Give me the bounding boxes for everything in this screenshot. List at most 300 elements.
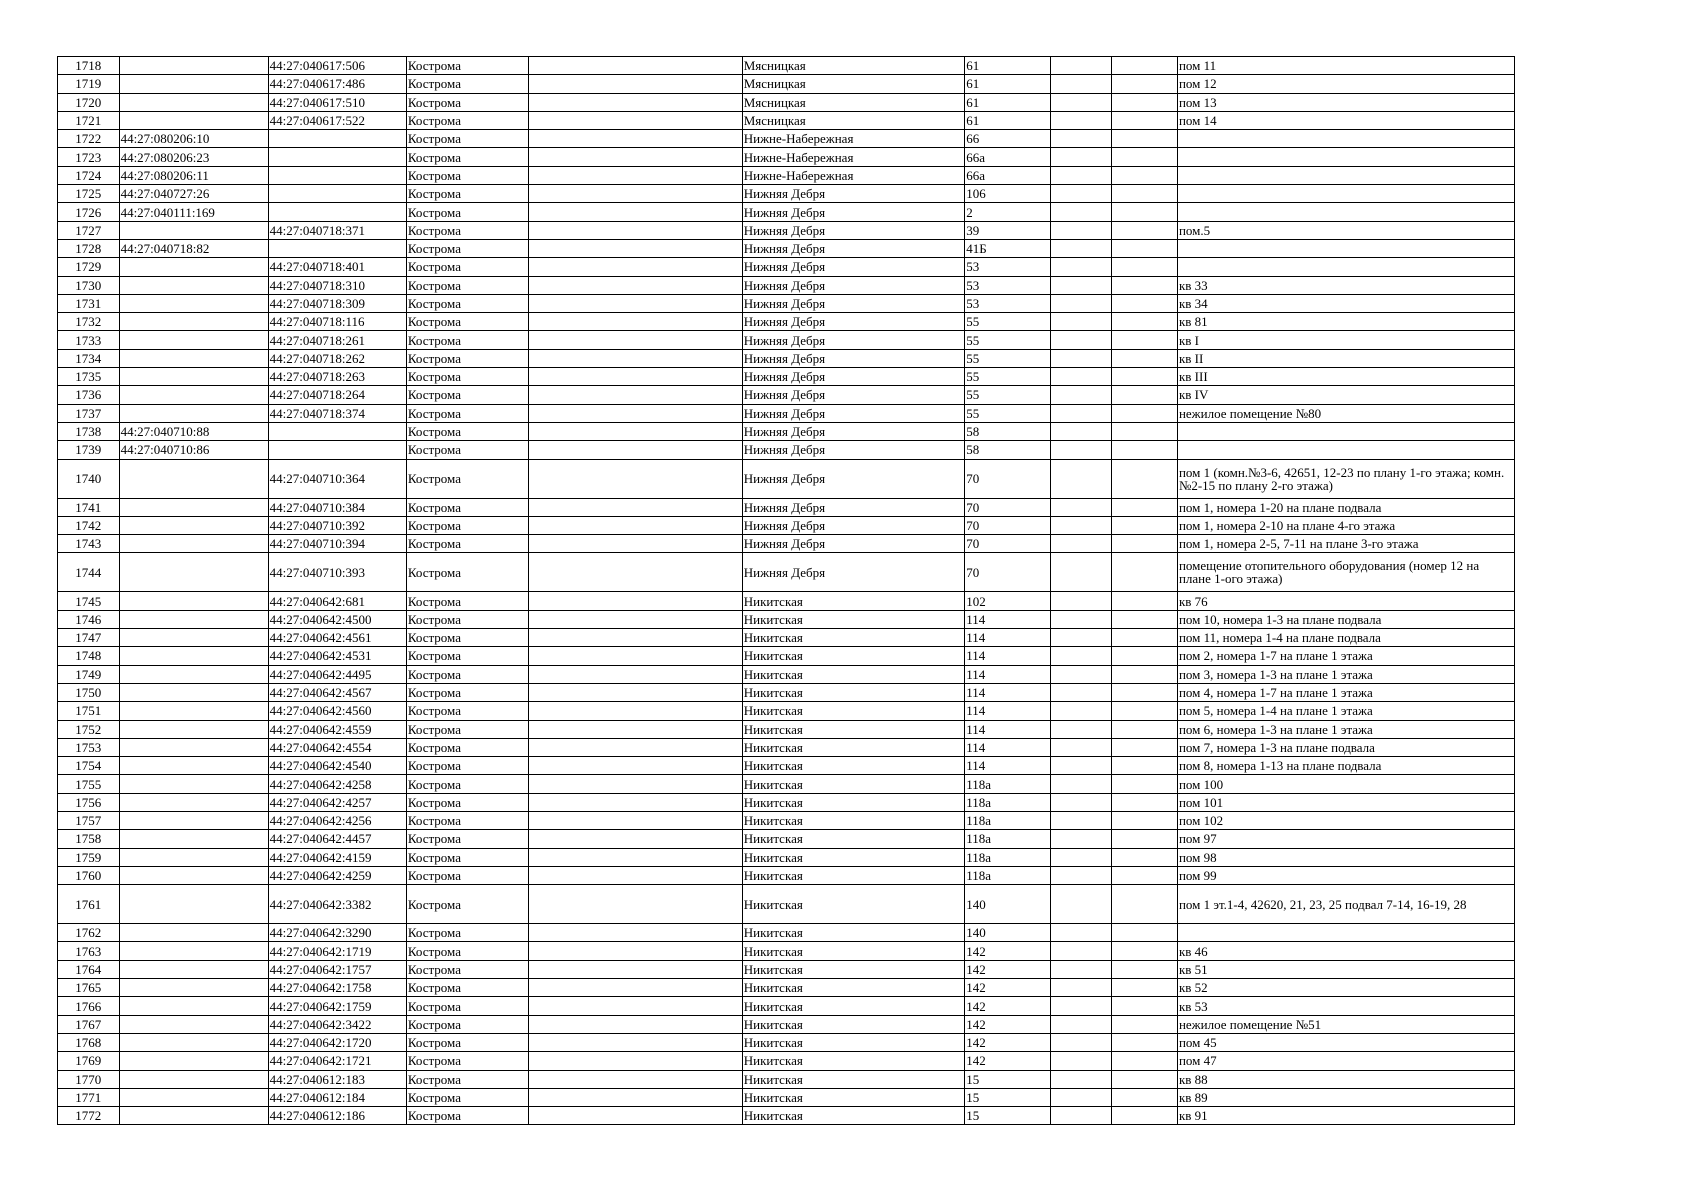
city-cell: Кострома xyxy=(406,130,528,148)
house-number-cell: 140 xyxy=(965,885,1050,924)
cadastral-number-room-cell: 44:27:040718:371 xyxy=(268,221,406,239)
cadastral-number-building-cell xyxy=(119,738,268,756)
city-cell: Кострома xyxy=(406,498,528,516)
building-cell xyxy=(1050,610,1112,628)
district-cell xyxy=(528,665,742,683)
building-cell xyxy=(1050,793,1112,811)
row-number-cell: 1762 xyxy=(58,924,120,942)
street-cell: Никитская xyxy=(742,1107,964,1125)
premises-cell: кв II xyxy=(1177,349,1514,367)
table-row xyxy=(58,294,1515,312)
street-cell: Никитская xyxy=(742,848,964,866)
district-cell xyxy=(528,349,742,367)
district-cell xyxy=(528,647,742,665)
street-cell: Никитская xyxy=(742,647,964,665)
cadastral-number-building-cell xyxy=(119,1015,268,1033)
cadastral-number-building-cell xyxy=(119,498,268,516)
table-row xyxy=(58,441,1515,459)
house-number-cell: 53 xyxy=(965,258,1050,276)
structure-cell xyxy=(1112,757,1178,775)
house-number-cell: 55 xyxy=(965,331,1050,349)
building-cell xyxy=(1050,498,1112,516)
city-cell: Кострома xyxy=(406,702,528,720)
structure-cell xyxy=(1112,111,1178,129)
cadastral-number-building-cell xyxy=(119,848,268,866)
building-cell xyxy=(1050,592,1112,610)
cadastral-number-building-cell xyxy=(119,811,268,829)
table-row xyxy=(58,960,1515,978)
city-cell: Кострома xyxy=(406,757,528,775)
table-row xyxy=(58,349,1515,367)
building-cell xyxy=(1050,683,1112,701)
building-cell xyxy=(1050,185,1112,203)
cadastral-number-room-cell: 44:27:040642:3290 xyxy=(268,924,406,942)
building-cell xyxy=(1050,422,1112,440)
city-cell: Кострома xyxy=(406,516,528,534)
row-number-cell: 1742 xyxy=(58,516,120,534)
street-cell: Нижняя Дебря xyxy=(742,239,964,257)
table-row xyxy=(58,720,1515,738)
table-row xyxy=(58,775,1515,793)
city-cell: Кострома xyxy=(406,57,528,75)
street-cell: Никитская xyxy=(742,793,964,811)
street-cell: Нижняя Дебря xyxy=(742,516,964,534)
city-cell: Кострома xyxy=(406,239,528,257)
row-number-cell: 1755 xyxy=(58,775,120,793)
house-number-cell: 53 xyxy=(965,294,1050,312)
cadastral-number-building-cell xyxy=(119,702,268,720)
premises-cell: пом 102 xyxy=(1177,811,1514,829)
cadastral-number-room-cell: 44:27:040642:4554 xyxy=(268,738,406,756)
building-cell xyxy=(1050,313,1112,331)
building-cell xyxy=(1050,942,1112,960)
cadastral-number-room-cell: 44:27:040617:522 xyxy=(268,111,406,129)
structure-cell xyxy=(1112,553,1178,592)
structure-cell xyxy=(1112,1033,1178,1051)
house-number-cell: 2 xyxy=(965,203,1050,221)
structure-cell xyxy=(1112,683,1178,701)
district-cell xyxy=(528,166,742,184)
row-number-cell: 1744 xyxy=(58,553,120,592)
row-number-cell: 1759 xyxy=(58,848,120,866)
structure-cell xyxy=(1112,313,1178,331)
structure-cell xyxy=(1112,647,1178,665)
cadastral-number-room-cell: 44:27:040642:1720 xyxy=(268,1033,406,1051)
district-cell xyxy=(528,331,742,349)
street-cell: Никитская xyxy=(742,757,964,775)
building-cell xyxy=(1050,1070,1112,1088)
premises-cell: нежилое помещение №80 xyxy=(1177,404,1514,422)
city-cell: Кострома xyxy=(406,885,528,924)
house-number-cell: 66а xyxy=(965,148,1050,166)
building-cell xyxy=(1050,239,1112,257)
row-number-cell: 1739 xyxy=(58,441,120,459)
table-row xyxy=(58,924,1515,942)
cadastral-number-building-cell xyxy=(119,258,268,276)
table-row xyxy=(58,422,1515,440)
structure-cell xyxy=(1112,535,1178,553)
district-cell xyxy=(528,93,742,111)
cadastral-number-room-cell: 44:27:040718:374 xyxy=(268,404,406,422)
house-number-cell: 114 xyxy=(965,665,1050,683)
premises-cell: кв 91 xyxy=(1177,1107,1514,1125)
cadastral-number-room-cell: 44:27:040710:364 xyxy=(268,459,406,498)
street-cell: Никитская xyxy=(742,830,964,848)
district-cell xyxy=(528,960,742,978)
district-cell xyxy=(528,130,742,148)
building-cell xyxy=(1050,276,1112,294)
table-row xyxy=(58,830,1515,848)
district-cell xyxy=(528,258,742,276)
city-cell: Кострома xyxy=(406,997,528,1015)
building-cell xyxy=(1050,294,1112,312)
cadastral-number-building-cell: 44:27:080206:10 xyxy=(119,130,268,148)
structure-cell xyxy=(1112,1052,1178,1070)
table-row xyxy=(58,683,1515,701)
table-row xyxy=(58,386,1515,404)
house-number-cell: 70 xyxy=(965,516,1050,534)
district-cell xyxy=(528,757,742,775)
premises-cell xyxy=(1177,166,1514,184)
house-number-cell: 142 xyxy=(965,997,1050,1015)
street-cell: Никитская xyxy=(742,1033,964,1051)
structure-cell xyxy=(1112,239,1178,257)
street-cell: Нижняя Дебря xyxy=(742,221,964,239)
city-cell: Кострома xyxy=(406,258,528,276)
structure-cell xyxy=(1112,276,1178,294)
house-number-cell: 70 xyxy=(965,459,1050,498)
structure-cell xyxy=(1112,610,1178,628)
cadastral-number-room-cell: 44:27:040710:384 xyxy=(268,498,406,516)
cadastral-number-room-cell: 44:27:040612:184 xyxy=(268,1088,406,1106)
premises-cell: пом 3, номера 1-3 на плане 1 этажа xyxy=(1177,665,1514,683)
house-number-cell: 114 xyxy=(965,720,1050,738)
row-number-cell: 1731 xyxy=(58,294,120,312)
row-number-cell: 1734 xyxy=(58,349,120,367)
cadastral-number-building-cell: 44:27:040718:82 xyxy=(119,239,268,257)
structure-cell xyxy=(1112,331,1178,349)
premises-cell: пом 47 xyxy=(1177,1052,1514,1070)
premises-cell: кв 53 xyxy=(1177,997,1514,1015)
cadastral-number-building-cell xyxy=(119,610,268,628)
row-number-cell: 1723 xyxy=(58,148,120,166)
premises-cell xyxy=(1177,422,1514,440)
table-row xyxy=(58,647,1515,665)
city-cell: Кострома xyxy=(406,441,528,459)
city-cell: Кострома xyxy=(406,738,528,756)
table-row xyxy=(58,848,1515,866)
cadastral-number-building-cell xyxy=(119,75,268,93)
premises-cell: кв 34 xyxy=(1177,294,1514,312)
street-cell: Нижняя Дебря xyxy=(742,368,964,386)
street-cell: Никитская xyxy=(742,997,964,1015)
premises-cell: пом 12 xyxy=(1177,75,1514,93)
building-cell xyxy=(1050,349,1112,367)
cadastral-number-room-cell: 44:27:040642:4495 xyxy=(268,665,406,683)
cadastral-number-room-cell: 44:27:040642:4258 xyxy=(268,775,406,793)
cadastral-number-room-cell: 44:27:040642:4457 xyxy=(268,830,406,848)
structure-cell xyxy=(1112,592,1178,610)
premises-cell: пом 1 эт.1-4, 42620, 21, 23, 25 подвал 7-14, 16-19, 28 xyxy=(1177,885,1514,924)
cadastral-number-room-cell: 44:27:040718:263 xyxy=(268,368,406,386)
house-number-cell: 61 xyxy=(965,75,1050,93)
premises-cell: пом 2, номера 1-7 на плане 1 этажа xyxy=(1177,647,1514,665)
cadastral-number-building-cell xyxy=(119,516,268,534)
cadastral-number-building-cell xyxy=(119,866,268,884)
premises-cell: кв 52 xyxy=(1177,979,1514,997)
row-number-cell: 1743 xyxy=(58,535,120,553)
street-cell: Нижняя Дебря xyxy=(742,276,964,294)
city-cell: Кострома xyxy=(406,592,528,610)
premises-cell: пом 1 (комн.№3-6, 42651, 12-23 по плану 1-го этажа; комн.№2-15 по плану 2-го этажа) xyxy=(1177,459,1514,498)
city-cell: Кострома xyxy=(406,368,528,386)
building-cell xyxy=(1050,203,1112,221)
table-row xyxy=(58,1033,1515,1051)
house-number-cell: 114 xyxy=(965,629,1050,647)
city-cell: Кострома xyxy=(406,793,528,811)
table-row xyxy=(58,757,1515,775)
structure-cell xyxy=(1112,885,1178,924)
house-number-cell: 118а xyxy=(965,793,1050,811)
street-cell: Нижняя Дебря xyxy=(742,331,964,349)
cadastral-number-room-cell: 44:27:040642:4159 xyxy=(268,848,406,866)
cadastral-number-building-cell xyxy=(119,665,268,683)
house-number-cell: 142 xyxy=(965,1052,1050,1070)
cadastral-number-building-cell xyxy=(119,1070,268,1088)
building-cell xyxy=(1050,221,1112,239)
cadastral-number-room-cell: 44:27:040718:262 xyxy=(268,349,406,367)
building-cell xyxy=(1050,629,1112,647)
row-number-cell: 1771 xyxy=(58,1088,120,1106)
city-cell: Кострома xyxy=(406,535,528,553)
house-number-cell: 140 xyxy=(965,924,1050,942)
building-cell xyxy=(1050,535,1112,553)
house-number-cell: 41Б xyxy=(965,239,1050,257)
district-cell xyxy=(528,239,742,257)
building-cell xyxy=(1050,1033,1112,1051)
cadastral-number-room-cell: 44:27:040642:1721 xyxy=(268,1052,406,1070)
house-number-cell: 70 xyxy=(965,498,1050,516)
structure-cell xyxy=(1112,498,1178,516)
cadastral-number-room-cell: 44:27:040642:4567 xyxy=(268,683,406,701)
premises-cell xyxy=(1177,441,1514,459)
street-cell: Нижне-Набережная xyxy=(742,148,964,166)
premises-cell: помещение отопительного оборудования (номер 12 на плане 1-ого этажа) xyxy=(1177,553,1514,592)
row-number-cell: 1768 xyxy=(58,1033,120,1051)
premises-cell: пом 1, номера 2-10 на плане 4-го этажа xyxy=(1177,516,1514,534)
city-cell: Кострома xyxy=(406,924,528,942)
district-cell xyxy=(528,979,742,997)
cadastral-number-room-cell xyxy=(268,203,406,221)
city-cell: Кострома xyxy=(406,313,528,331)
premises-cell xyxy=(1177,185,1514,203)
row-number-cell: 1767 xyxy=(58,1015,120,1033)
cadastral-number-room-cell: 44:27:040642:4257 xyxy=(268,793,406,811)
cadastral-number-room-cell: 44:27:040642:4540 xyxy=(268,757,406,775)
premises-cell: пом 14 xyxy=(1177,111,1514,129)
row-number-cell: 1772 xyxy=(58,1107,120,1125)
building-cell xyxy=(1050,830,1112,848)
table-row xyxy=(58,702,1515,720)
row-number-cell: 1727 xyxy=(58,221,120,239)
premises-cell: пом 1, номера 1-20 на плане подвала xyxy=(1177,498,1514,516)
row-number-cell: 1718 xyxy=(58,57,120,75)
street-cell: Мясницкая xyxy=(742,93,964,111)
building-cell xyxy=(1050,111,1112,129)
table-row xyxy=(58,866,1515,884)
table-row xyxy=(58,997,1515,1015)
city-cell: Кострома xyxy=(406,811,528,829)
row-number-cell: 1740 xyxy=(58,459,120,498)
building-cell xyxy=(1050,1088,1112,1106)
cadastral-number-room-cell: 44:27:040718:264 xyxy=(268,386,406,404)
street-cell: Никитская xyxy=(742,665,964,683)
district-cell xyxy=(528,535,742,553)
district-cell xyxy=(528,1070,742,1088)
cadastral-number-building-cell xyxy=(119,386,268,404)
table-row xyxy=(58,75,1515,93)
structure-cell xyxy=(1112,997,1178,1015)
house-number-cell: 106 xyxy=(965,185,1050,203)
city-cell: Кострома xyxy=(406,830,528,848)
house-number-cell: 142 xyxy=(965,1033,1050,1051)
row-number-cell: 1748 xyxy=(58,647,120,665)
table-row xyxy=(58,942,1515,960)
premises-cell: кв 51 xyxy=(1177,960,1514,978)
house-number-cell: 70 xyxy=(965,553,1050,592)
cadastral-number-room-cell: 44:27:040642:4561 xyxy=(268,629,406,647)
building-cell xyxy=(1050,702,1112,720)
cadastral-number-room-cell: 44:27:040718:261 xyxy=(268,331,406,349)
table-row xyxy=(58,111,1515,129)
building-cell xyxy=(1050,553,1112,592)
building-cell xyxy=(1050,441,1112,459)
building-cell xyxy=(1050,57,1112,75)
row-number-cell: 1763 xyxy=(58,942,120,960)
house-number-cell: 118а xyxy=(965,830,1050,848)
street-cell: Нижняя Дебря xyxy=(742,313,964,331)
city-cell: Кострома xyxy=(406,979,528,997)
building-cell xyxy=(1050,647,1112,665)
structure-cell xyxy=(1112,75,1178,93)
structure-cell xyxy=(1112,368,1178,386)
table-row xyxy=(58,738,1515,756)
cadastral-number-building-cell: 44:27:080206:23 xyxy=(119,148,268,166)
table-row xyxy=(58,1088,1515,1106)
district-cell xyxy=(528,866,742,884)
cadastral-number-room-cell: 44:27:040642:4256 xyxy=(268,811,406,829)
structure-cell xyxy=(1112,830,1178,848)
premises-cell: пом 6, номера 1-3 на плане 1 этажа xyxy=(1177,720,1514,738)
row-number-cell: 1770 xyxy=(58,1070,120,1088)
structure-cell xyxy=(1112,185,1178,203)
premises-cell: кв 88 xyxy=(1177,1070,1514,1088)
street-cell: Нижняя Дебря xyxy=(742,386,964,404)
cadastral-number-building-cell xyxy=(119,535,268,553)
street-cell: Никитская xyxy=(742,1052,964,1070)
structure-cell xyxy=(1112,960,1178,978)
row-number-cell: 1758 xyxy=(58,830,120,848)
street-cell: Нижняя Дебря xyxy=(742,203,964,221)
row-number-cell: 1722 xyxy=(58,130,120,148)
street-cell: Мясницкая xyxy=(742,75,964,93)
city-cell: Кострома xyxy=(406,148,528,166)
structure-cell xyxy=(1112,629,1178,647)
street-cell: Нижняя Дебря xyxy=(742,185,964,203)
row-number-cell: 1764 xyxy=(58,960,120,978)
cadastral-number-room-cell: 44:27:040617:510 xyxy=(268,93,406,111)
house-number-cell: 39 xyxy=(965,221,1050,239)
building-cell xyxy=(1050,148,1112,166)
city-cell: Кострома xyxy=(406,775,528,793)
cadastral-number-room-cell: 44:27:040642:4559 xyxy=(268,720,406,738)
house-number-cell: 114 xyxy=(965,757,1050,775)
district-cell xyxy=(528,276,742,294)
street-cell: Никитская xyxy=(742,720,964,738)
district-cell xyxy=(528,386,742,404)
premises-cell xyxy=(1177,258,1514,276)
city-cell: Кострома xyxy=(406,1107,528,1125)
city-cell: Кострома xyxy=(406,93,528,111)
cadastral-number-room-cell: 44:27:040642:1757 xyxy=(268,960,406,978)
structure-cell xyxy=(1112,702,1178,720)
table-row xyxy=(58,276,1515,294)
cadastral-number-room-cell: 44:27:040642:1758 xyxy=(268,979,406,997)
building-cell xyxy=(1050,866,1112,884)
cadastral-number-room-cell: 44:27:040642:4259 xyxy=(268,866,406,884)
street-cell: Нижне-Набережная xyxy=(742,130,964,148)
premises-cell xyxy=(1177,239,1514,257)
row-number-cell: 1756 xyxy=(58,793,120,811)
row-number-cell: 1753 xyxy=(58,738,120,756)
cadastral-number-building-cell xyxy=(119,1107,268,1125)
district-cell xyxy=(528,702,742,720)
row-number-cell: 1769 xyxy=(58,1052,120,1070)
table-row xyxy=(58,166,1515,184)
city-cell: Кострома xyxy=(406,1015,528,1033)
premises-cell xyxy=(1177,924,1514,942)
structure-cell xyxy=(1112,1088,1178,1106)
structure-cell xyxy=(1112,294,1178,312)
premises-cell: пом 4, номера 1-7 на плане 1 этажа xyxy=(1177,683,1514,701)
city-cell: Кострома xyxy=(406,386,528,404)
building-cell xyxy=(1050,665,1112,683)
structure-cell xyxy=(1112,738,1178,756)
row-number-cell: 1746 xyxy=(58,610,120,628)
premises-cell: пом 11, номера 1-4 на плане подвала xyxy=(1177,629,1514,647)
cadastral-number-building-cell xyxy=(119,404,268,422)
table-row xyxy=(58,239,1515,257)
cadastral-number-building-cell xyxy=(119,93,268,111)
city-cell: Кострома xyxy=(406,166,528,184)
row-number-cell: 1725 xyxy=(58,185,120,203)
district-cell xyxy=(528,498,742,516)
house-number-cell: 55 xyxy=(965,386,1050,404)
house-number-cell: 53 xyxy=(965,276,1050,294)
house-number-cell: 61 xyxy=(965,111,1050,129)
house-number-cell: 66а xyxy=(965,166,1050,184)
building-cell xyxy=(1050,848,1112,866)
cadastral-number-building-cell xyxy=(119,459,268,498)
district-cell xyxy=(528,422,742,440)
row-number-cell: 1741 xyxy=(58,498,120,516)
street-cell: Нижняя Дебря xyxy=(742,498,964,516)
premises-cell: пом 1, номера 2-5, 7-11 на плане 3-го этажа xyxy=(1177,535,1514,553)
cadastral-number-building-cell xyxy=(119,57,268,75)
city-cell: Кострома xyxy=(406,1052,528,1070)
row-number-cell: 1761 xyxy=(58,885,120,924)
street-cell: Никитская xyxy=(742,942,964,960)
